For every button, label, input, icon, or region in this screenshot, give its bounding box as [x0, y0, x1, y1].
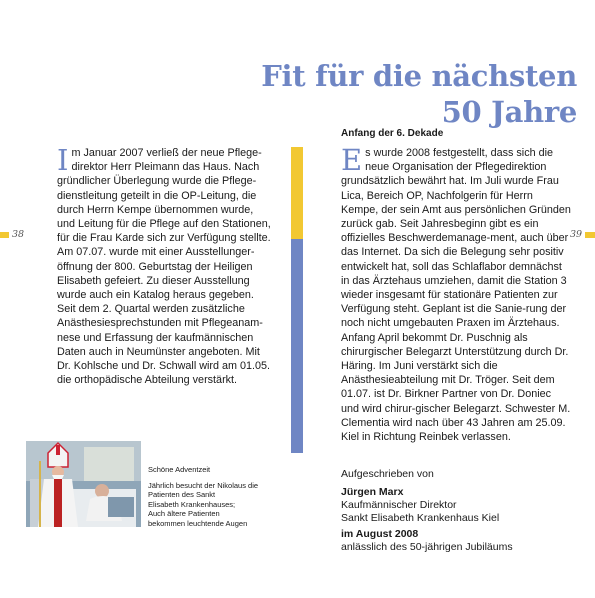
- caption-line: Auch ältere Patienten: [148, 509, 220, 519]
- accent-bar-blue: [291, 239, 303, 453]
- nikolaus-photo: [26, 441, 141, 527]
- headline-line-1: Fit für die nächsten: [261, 59, 577, 93]
- page-number-left: 38: [12, 229, 25, 240]
- section-heading: Anfang der 6. Dekade: [341, 128, 444, 139]
- signature-intro: Aufgeschrieben von: [341, 468, 434, 480]
- signature-org: Sankt Elisabeth Krankenhaus Kiel: [341, 512, 500, 524]
- signature-date: im August 2008: [341, 528, 419, 540]
- signature-name: Jürgen Marx: [341, 486, 404, 498]
- right-column-text: [341, 143, 571, 444]
- caption-title: Schöne Adventzeit: [148, 465, 211, 474]
- left-column: [57, 143, 273, 387]
- signature-occasion: anlässlich des 50-jährigen Jubiläums: [341, 541, 513, 553]
- drop-cap: I: [57, 143, 69, 177]
- signature-role: Kaufmännischer Direktor: [341, 499, 457, 511]
- caption-line: Elisabeth Krankenhauses;: [148, 499, 236, 509]
- signature-block: [341, 468, 581, 554]
- accent-bar-yellow: [291, 147, 303, 239]
- caption-line: bekommen leuchtende Augen: [148, 518, 248, 528]
- caption-line: Patienten des Sankt: [148, 490, 216, 500]
- headline-line-2: 50 Jahre: [441, 95, 577, 129]
- left-column-body: m Januar 2007 verließ der neue Pflege-direktor Herr Pleimann das Haus. Nach gründlicher Überlegung wurde die Pflege-dienstleitung geteilt in die OP-Leitung, die durch Herrn Kempe übernommen wurde, und Leitung für die Pflege auf den Stationen, für die Frau Karde sich zur Verfügung stellte. Am 07.07. wurde mit einer Ausstellunger-öffnung der 800. Geburtstag der Heiligen Elisabeth gefeiert. Zu dieser Ausstellung wurde auch ein Katalog heraus gegeben. Seit dem 2. Quartal werden zusätzliche Anästhesiesprechstunden mit Pflegeanam-nese und Erfassung der kaufmännischen Daten auch in Neumünster angeboten. Mit Dr. Kohlsche und Dr. Schwall wird am 01.05. die orthopädische Abteilung verstärkt.: [57, 147, 271, 387]
- left-column-text: [57, 143, 273, 387]
- photo-illustration: [26, 441, 141, 527]
- right-column: [341, 143, 571, 444]
- drop-cap: E: [341, 143, 363, 177]
- caption-line: Jährlich besucht der Nikolaus die: [148, 480, 259, 490]
- page-marker-right: [585, 232, 595, 238]
- photo-caption: [148, 465, 278, 529]
- page-number-right: 39: [570, 229, 583, 240]
- right-column-body: s wurde 2008 festgestellt, dass sich die neue Organisation der Pflegedirektion grundsätzlich bewährt hat. Im Juli wurde Frau Lica, Bereich OP, Nachfolgerin für Herrn Kempe, der sein Amt aus persönlichen Gründen zurück gab. Seit Jahresbeginn gibt es ein offizielles Beschwerdemanage-ment, auch über das Internet. Da sich die Belegung sehr positiv entwickelt hat, soll das Schlaflabor demnächst in das Ärztehaus umziehen, damit die Station 3 wieder insgesamt für stationäre Patienten zur Verfügung steht. Geplant ist die Sanie-rung der noch nicht umgebauten Praxen im Ärztehaus. Anfang April bekommt Dr. Puschnig als chirurgischer Belegarzt Unterstützung durch Dr. Häring. Im Juni verstärkt sich die Anästhesieabteilung mit Dr. Tröger. Seit dem 01.07. ist Dr. Birkner Partner von Dr. Doniec und wird chirur-gischer Belegarzt. Schwester M. Clementia wird nach über 43 Jahren am 25.09. Kiel in Richtung Reinbek verlassen.: [341, 147, 571, 444]
- page-marker-left: [0, 232, 9, 238]
- chapter-headline: [261, 58, 577, 130]
